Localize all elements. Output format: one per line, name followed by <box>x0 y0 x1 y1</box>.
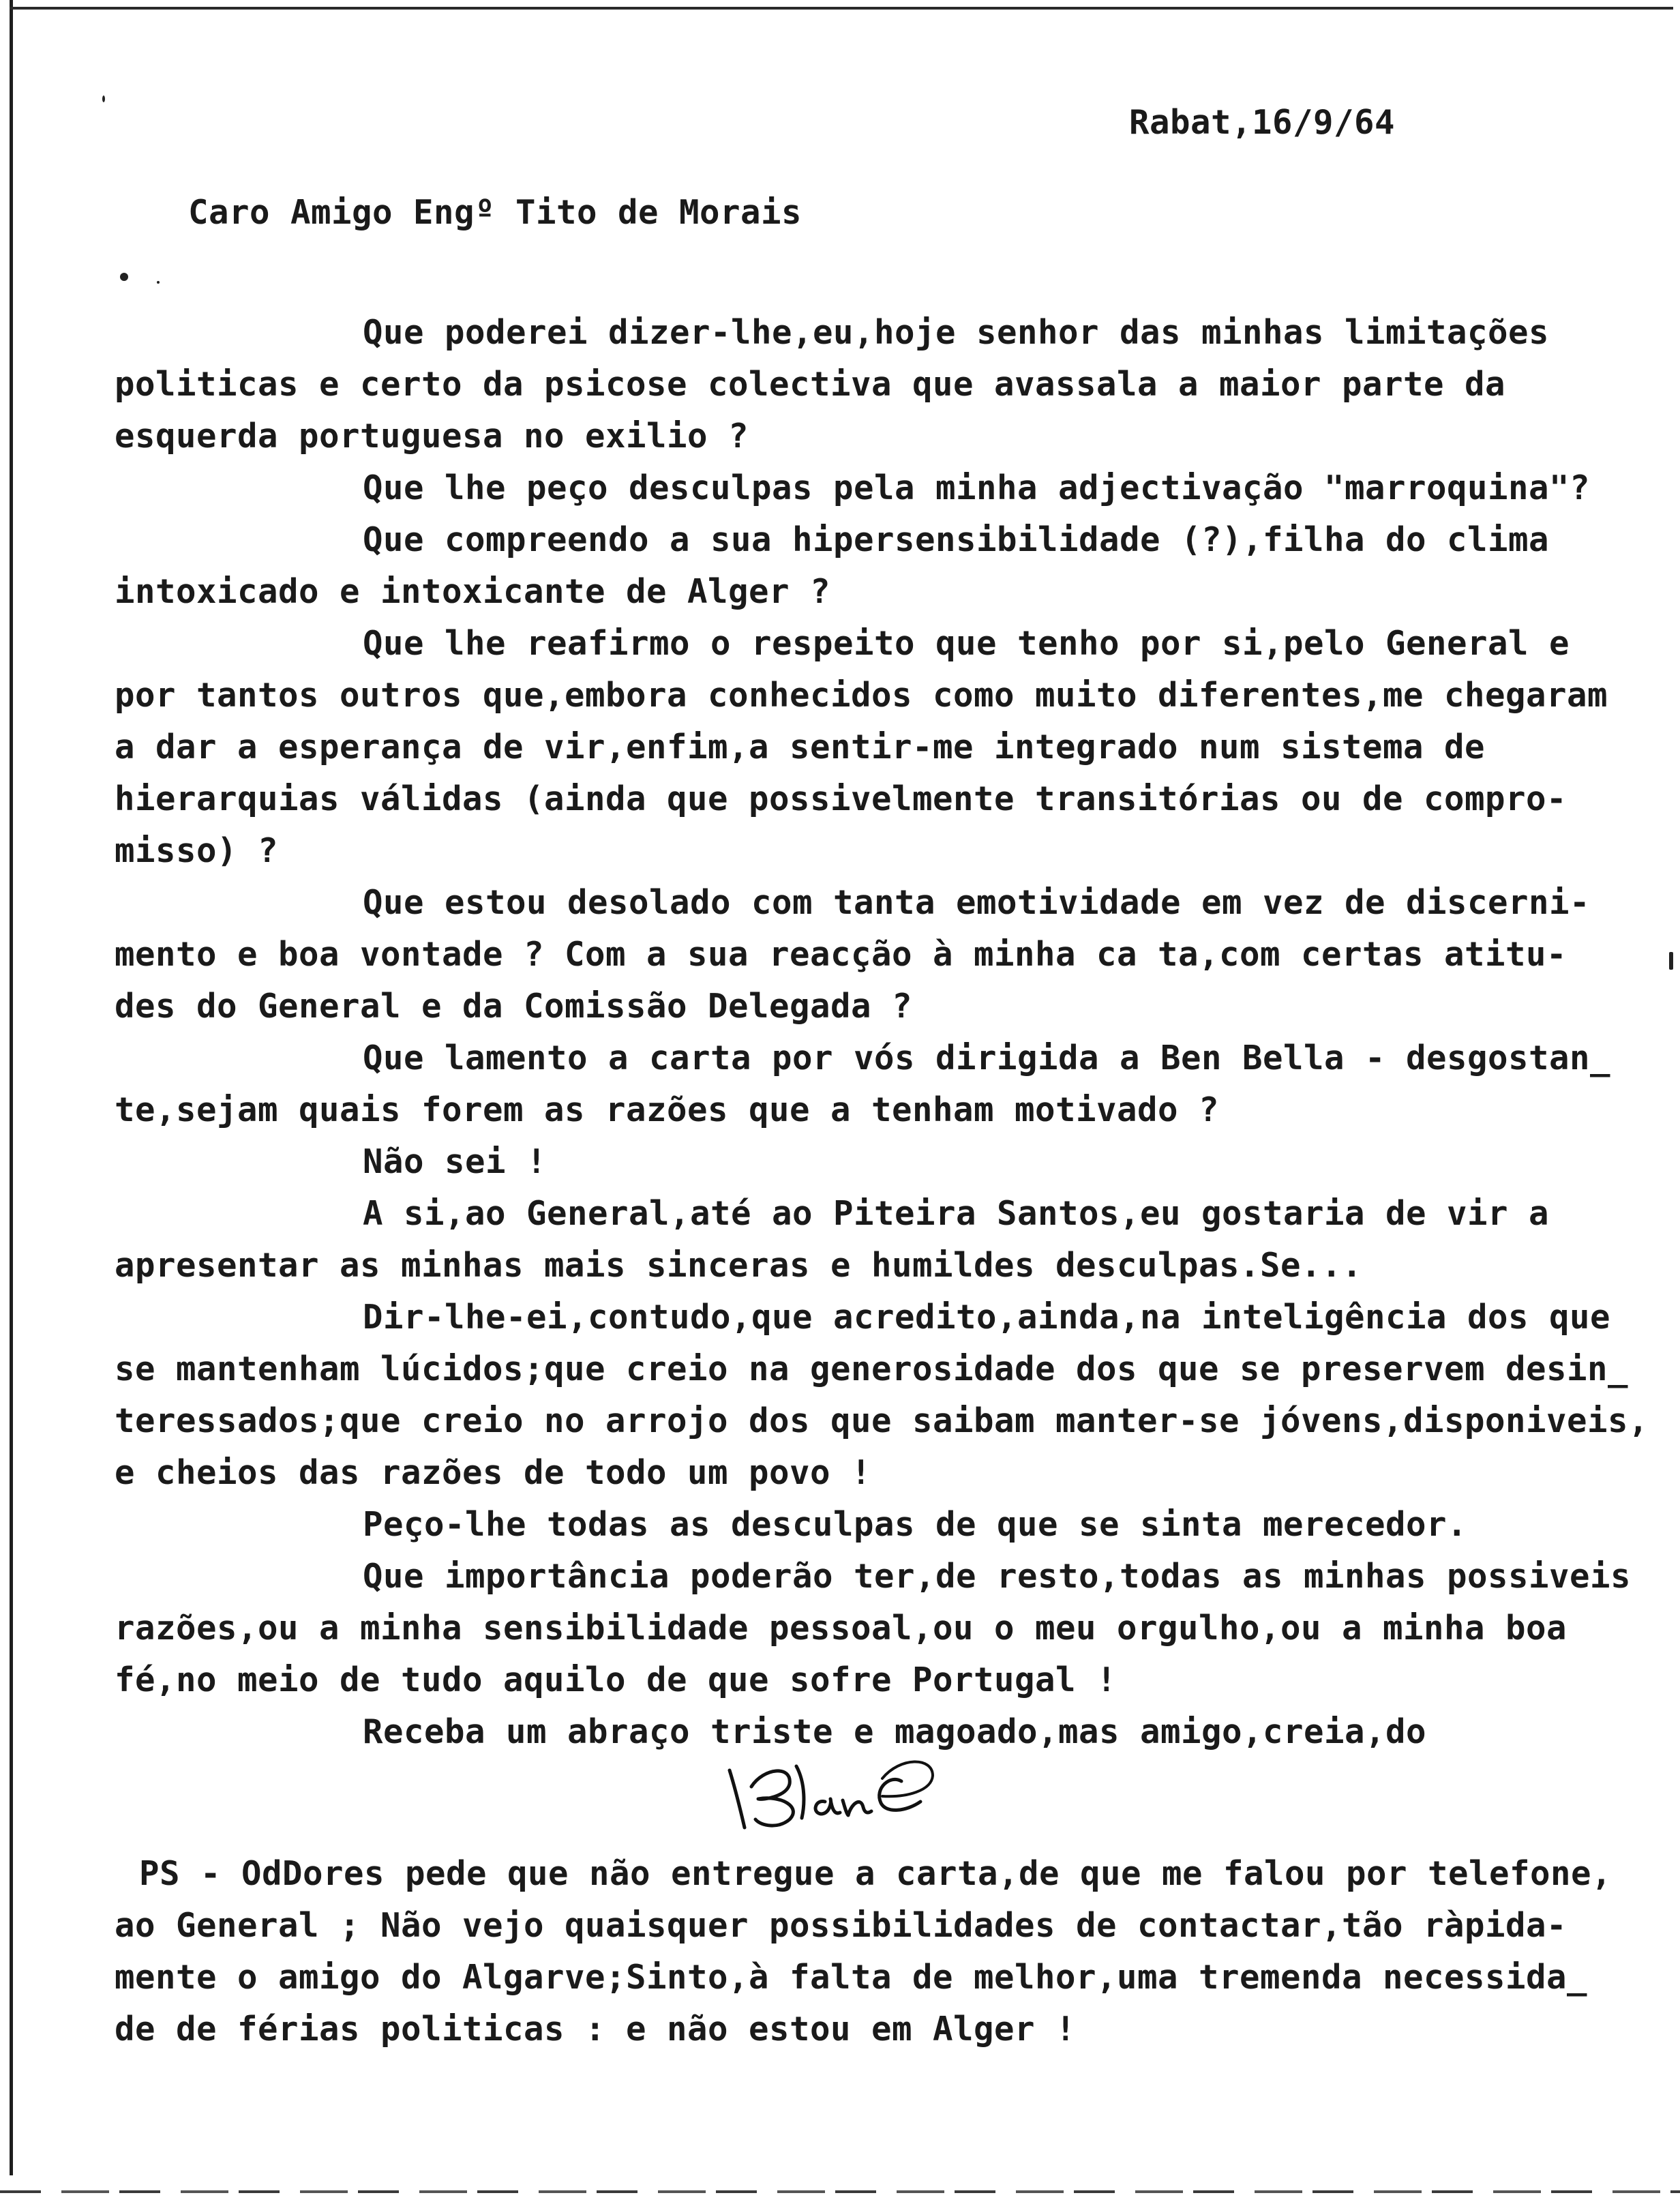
scan-bottom-edge <box>0 2190 1680 2193</box>
body-line: apresentar as minhas mais sinceras e humildes desculpas.Se... <box>115 1246 1363 1285</box>
body-line: te,sejam quais forem as razões que a tenham motivado ? <box>115 1090 1220 1129</box>
body-line: Que poderei dizer-lhe,eu,hoje senhor das minhas limitações <box>363 313 1550 352</box>
body-line: Que compreendo a sua hipersensibilidade (?),filha do clima <box>363 520 1550 559</box>
body-line: a dar a esperança de vir,enfim,a sentir-me integrado num sistema de <box>115 728 1486 766</box>
body-line: Que lamento a carta por vós dirigida a Ben Bella - desgostan_ <box>363 1039 1611 1077</box>
body-line: teressados;que creio no arrojo dos que saibam manter-se jóvens,disponiveis, <box>115 1401 1649 1440</box>
scan-top-edge <box>10 7 1673 10</box>
body-line: e cheios das razões de todo um povo ! <box>115 1453 872 1492</box>
body-line: A si,ao General,até ao Piteira Santos,eu gostaria de vir a <box>363 1194 1550 1233</box>
postscript-line: mente o amigo do Algarve;Sinto,à falta de melhor,uma tremenda necessida_ <box>115 1958 1588 1997</box>
body-line: razões,ou a minha sensibilidade pessoal,ou o meu orgulho,ou a minha boa <box>115 1609 1567 1648</box>
body-line: hierarquias válidas (ainda que possivelmente transitórias ou de compro- <box>115 779 1567 818</box>
body-line: Receba um abraço triste e magoado,mas amigo,creia,do <box>363 1712 1427 1751</box>
signature-scribble <box>716 1751 955 1833</box>
body-line: intoxicado e intoxicante de Alger ? <box>115 572 831 611</box>
body-line: Que estou desolado com tanta emotividade em vez de discerni- <box>363 883 1591 922</box>
scan-speck <box>157 281 160 284</box>
body-line: Que importância poderão ter,de resto,todas as minhas possiveis <box>363 1557 1632 1596</box>
body-line: Peço-lhe todas as desculpas de que se sinta merecedor. <box>363 1505 1468 1544</box>
postscript-line: ao General ; Não vejo quaisquer possibilidades de contactar,tão ràpida- <box>115 1906 1567 1945</box>
body-line: por tantos outros que,embora conhecidos como muito diferentes,me chegaram <box>115 676 1608 715</box>
scan-speck <box>102 95 105 102</box>
body-line: esquerda portuguesa no exilio ? <box>115 417 749 456</box>
body-line: Dir-lhe-ei,contudo,que acredito,ainda,na inteligência dos que <box>363 1298 1611 1337</box>
body-line: des do General e da Comissão Delegada ? <box>115 987 913 1026</box>
postscript-line: de de férias politicas : e não estou em Alger ! <box>115 2010 1077 2049</box>
body-line: Que lhe peço desculpas pela minha adjectivação "marroquina"? <box>363 468 1591 507</box>
body-line: se mantenham lúcidos;que creio na generosidade dos que se preservem desin_ <box>115 1350 1629 1388</box>
letter-salutation: Caro Amigo Engº Tito de Morais <box>188 193 802 232</box>
body-line: Não sei ! <box>363 1142 548 1181</box>
scan-speck <box>120 273 128 281</box>
body-line: misso) ? <box>115 831 279 870</box>
postscript-line: PS - OdDores pede que não entregue a carta,de que me falou por telefone, <box>139 1854 1612 1893</box>
body-line: fé,no meio de tudo aquilo de que sofre Portugal ! <box>115 1661 1118 1699</box>
letter-date: Rabat,16/9/64 <box>1129 103 1396 142</box>
scan-left-edge <box>10 0 13 2175</box>
body-line: mento e boa vontade ? Com a sua reacção à minha ca ta,com certas atitu- <box>115 935 1567 974</box>
body-line: Que lhe reafirmo o respeito que tenho por si,pelo General e <box>363 624 1570 663</box>
scan-speck <box>1669 952 1673 970</box>
body-line: politicas e certo da psicose colectiva que avassala a maior parte da <box>115 365 1506 404</box>
